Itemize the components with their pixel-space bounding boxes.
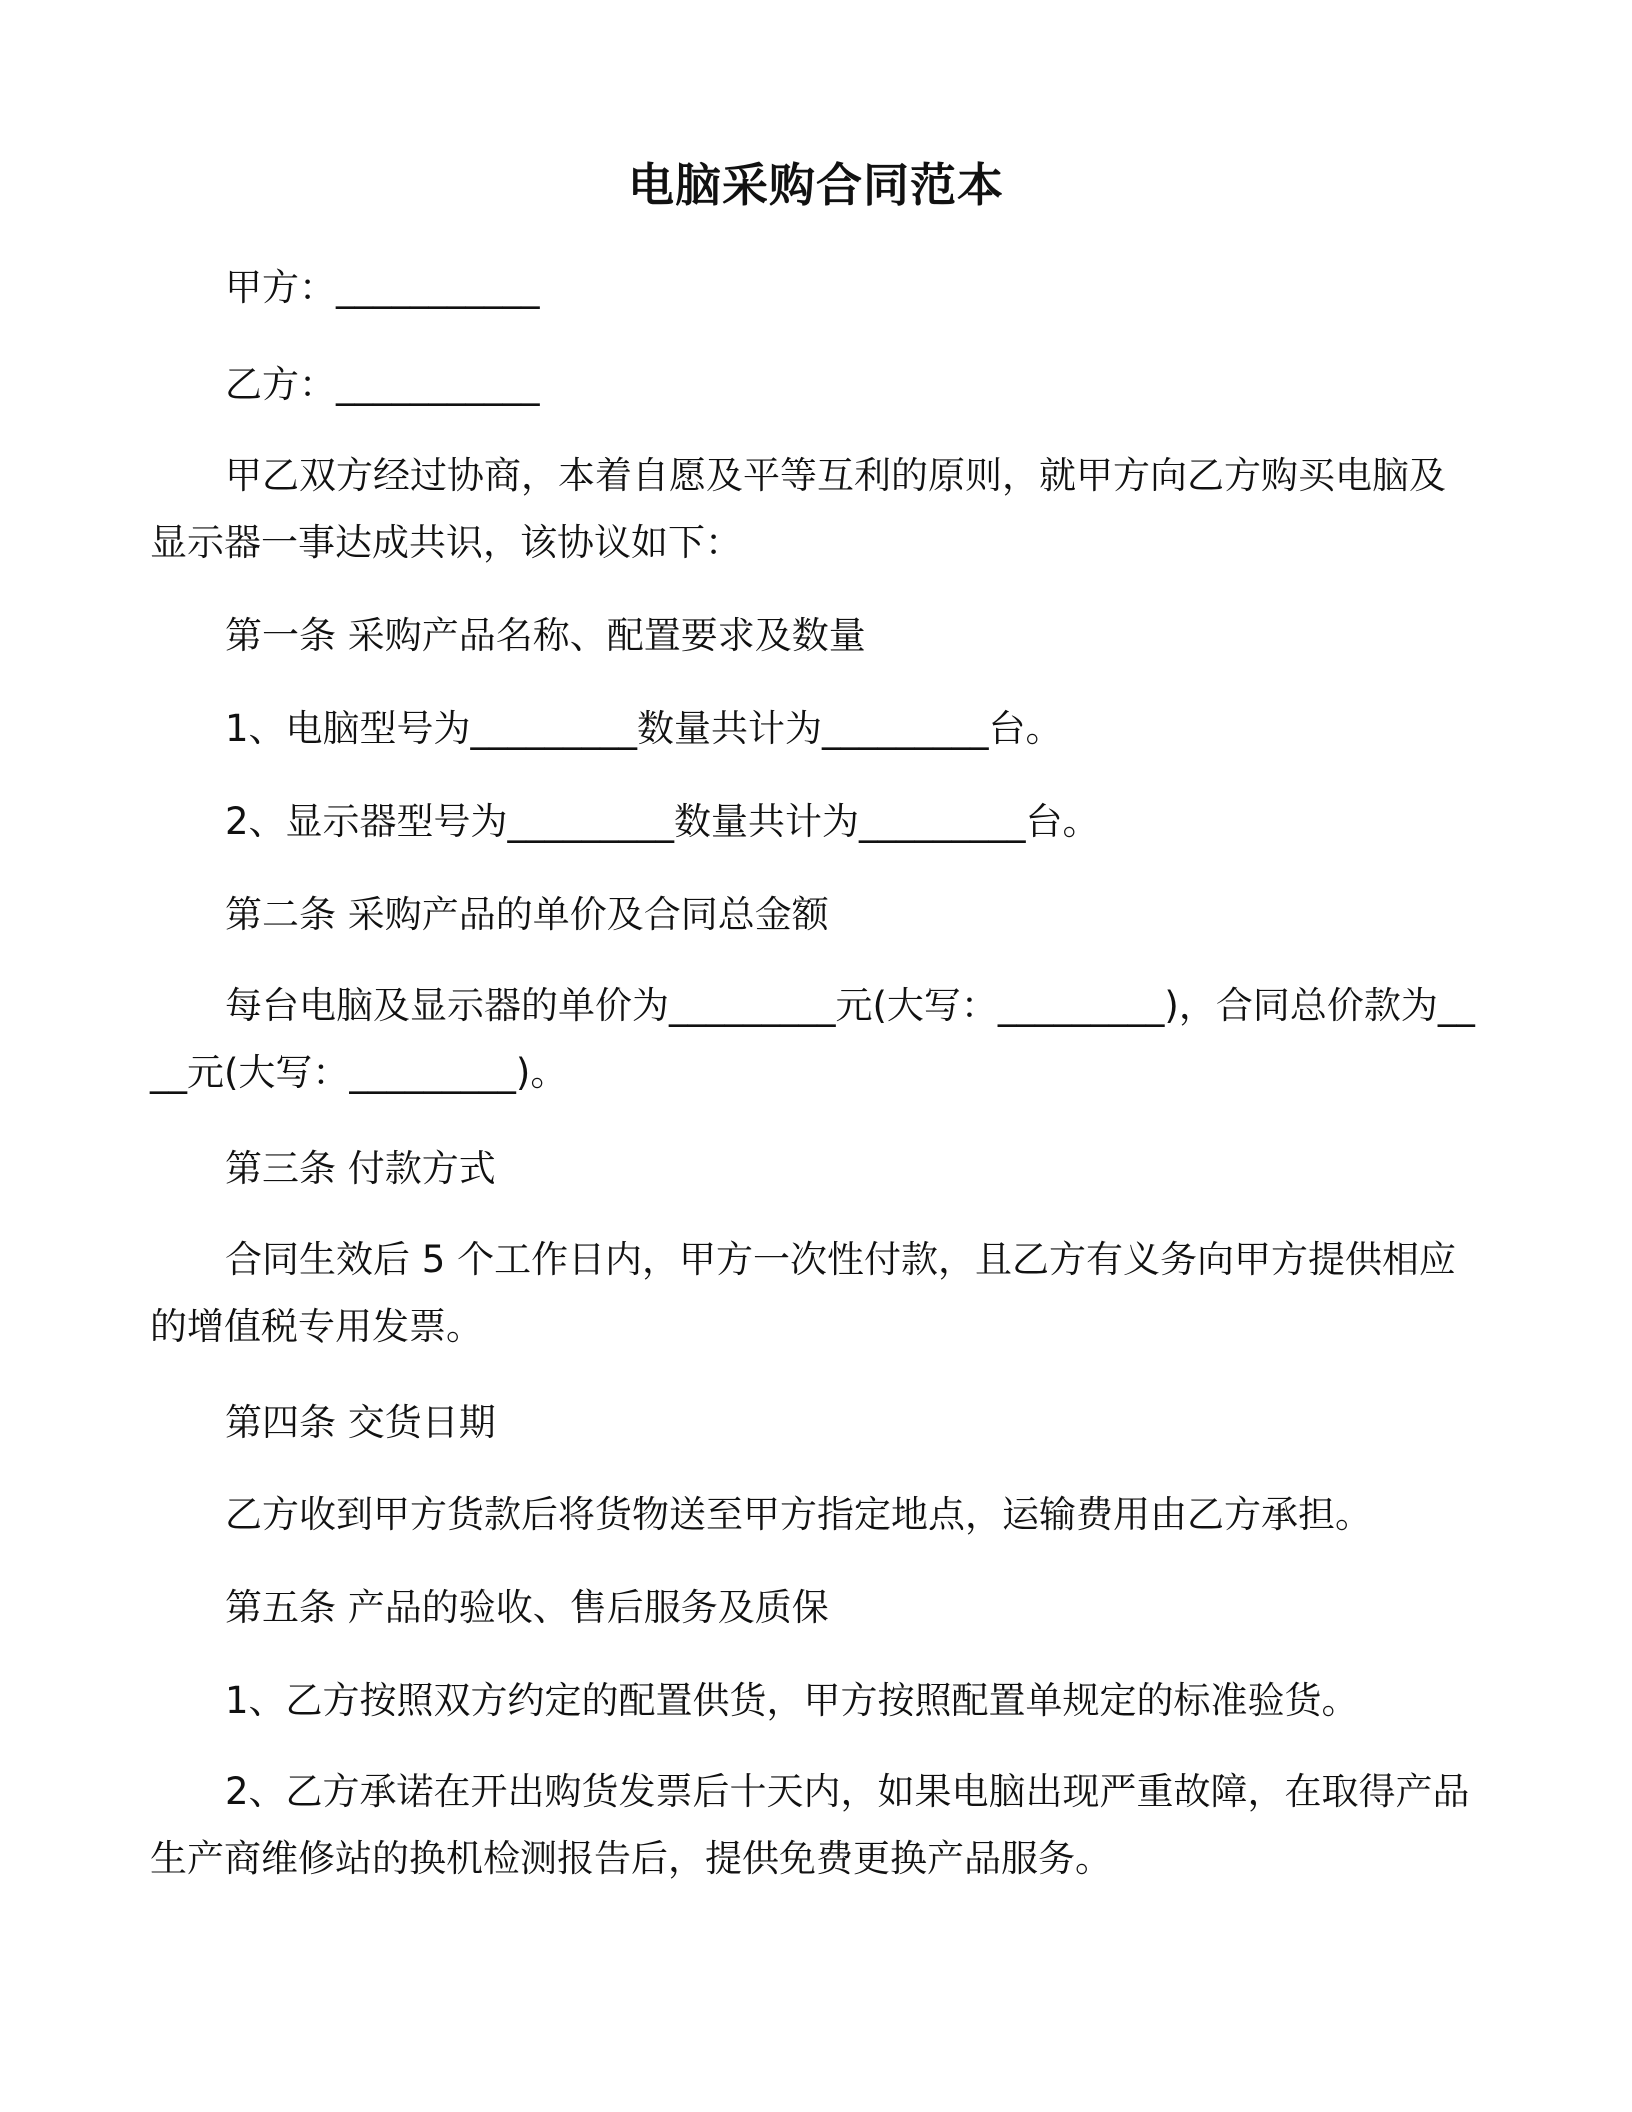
article4-title: 第四条 交货日期 bbox=[225, 1401, 496, 1444]
article5-title: 第五条 产品的验收、售后服务及质保 bbox=[225, 1586, 829, 1629]
article4-paragraph: 乙方收到甲方货款后将货物送至甲方指定地点，运输费用由乙方承担。 bbox=[225, 1493, 1372, 1536]
party-a-line: 甲方：___________ bbox=[225, 266, 540, 309]
article1-item2: 2、显示器型号为_________数量共计为_________台。 bbox=[225, 800, 1100, 843]
article2-title: 第二条 采购产品的单价及合同总金额 bbox=[225, 893, 829, 936]
article3-title: 第三条 付款方式 bbox=[225, 1147, 496, 1190]
article3-paragraph: 合同生效后 5 个工作日内，甲方一次性付款，且乙方有义务向甲方提供相应的增值税专用发票。 bbox=[150, 1238, 1457, 1348]
document-title: 电脑采购合同范本 bbox=[628, 158, 1004, 212]
article5-item2: 2、乙方承诺在开出购货发票后十天内，如果电脑出现严重故障，在取得产品生产商维修站的换机检测报告后，提供免费更换产品服务。 bbox=[150, 1770, 1470, 1880]
article2-paragraph: 每台电脑及显示器的单价为_________元(大写：_________)，合同总价款为____元(大写：_________)。 bbox=[150, 984, 1475, 1094]
article5-item1: 1、乙方按照双方约定的配置供货，甲方按照配置单规定的标准验货。 bbox=[225, 1679, 1359, 1722]
article1-title: 第一条 采购产品名称、配置要求及数量 bbox=[225, 614, 866, 657]
party-b-line: 乙方：___________ bbox=[225, 363, 540, 406]
intro-paragraph: 甲乙双方经过协商，本着自愿及平等互利的原则，就甲方向乙方购买电脑及显示器一事达成共识，该协议如下： bbox=[150, 454, 1446, 564]
article1-item1: 1、电脑型号为_________数量共计为_________台。 bbox=[225, 707, 1063, 750]
